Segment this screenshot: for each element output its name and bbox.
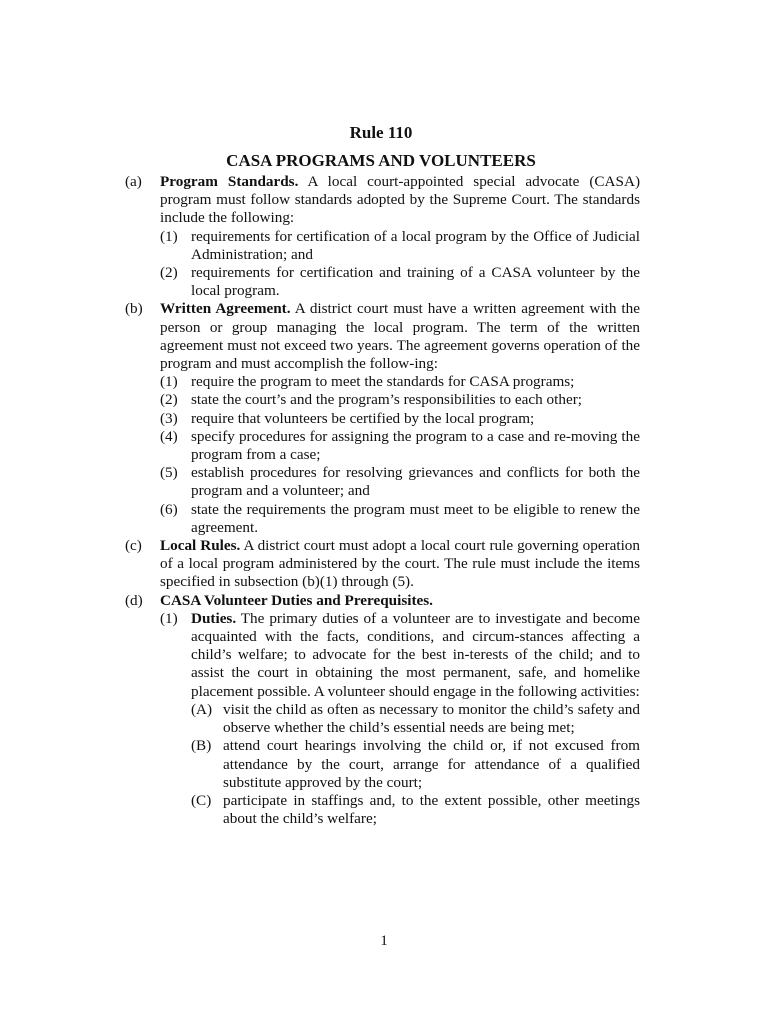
item-text: require the program to meet the standards for CASA programs; [191,373,575,391]
section-heading: CASA Volunteer Duties and Prerequisites. [160,591,433,609]
list-item [160,464,640,500]
section-b [122,300,640,537]
section-heading: Program Standards. [160,173,299,190]
item-text: state the court’s and the program’s responsibilities to each other; [191,391,582,409]
section-heading: Written Agreement. [160,300,291,318]
list-item [160,373,640,391]
sub-list-item [191,701,640,737]
list-item [160,228,640,264]
section-text: A local court-appointed special advocate (CASA) program must follow standards adopted by the Supreme Court. The standards include the following: [160,173,640,227]
item-marker: (2) [160,264,178,282]
list-item [160,391,640,409]
subitem-marker: (B) [191,737,212,755]
sub-list-item [191,792,640,828]
section-text: A district court must have a written agreement with the person or group managing the local program. The term of the written agreement must not exceed two years. The agreement governs operation of the program and must accomplish the follow-ing: [160,300,640,373]
section-c [122,537,640,592]
section-heading: Local Rules. [160,537,241,555]
section-a [122,173,640,300]
section-text: A district court must adopt a local court rule governing operation of a local program administered by the court. The rule must include the items specified in subsection (b)(1) through (5). [160,537,640,591]
list-item [160,610,640,828]
sub-list-item [191,737,640,792]
item-marker: (2) [160,391,178,409]
section-marker: (b) [125,300,143,318]
item-text: state the requirements the program must meet to be eligible to renew the agreement. [191,500,640,536]
list-item [160,428,640,464]
rule-number: Rule 110 [349,123,413,142]
page-number: 1 [380,932,388,949]
item-text: The primary duties of a volunteer are to investigate and become acquainted with the facts, conditions, and circum-stances affecting a child’s welfare; to advocate for the best in-terests of the child; and to assist the court in obtaining the most permanent, safe, and homelike placement possible. A volunteer should engage in the following activities: [191,609,640,700]
list-item [160,410,640,428]
section-marker: (a) [125,173,142,190]
document-page [122,122,640,828]
section-marker: (c) [125,537,142,555]
item-marker: (1) [160,227,178,245]
item-marker: (1) [160,373,178,391]
item-text: specify procedures for assigning the program to a case and re-moving the program from a case; [191,427,640,464]
list-item [160,501,640,537]
item-text: requirements for certification of a local program by the Office of Judicial Administration; and [191,227,640,263]
item-heading: Duties. [191,609,237,627]
subitem-text: visit the child as often as necessary to monitor the child’s safety and observe whether the child’s essential needs are being met; [223,700,640,737]
item-text: establish procedures for resolving grievances and conflicts for both the program and a volunteer; and [191,464,640,500]
item-text: require that volunteers be certified by the local program; [191,409,535,427]
section-d [122,592,640,829]
subitem-marker: (C) [191,791,212,809]
item-marker: (6) [160,500,178,518]
item-marker: (3) [160,409,178,427]
item-text: requirements for certification and training of a CASA volunteer by the local program. [191,264,640,300]
subitem-text: participate in staffings and, to the extent possible, other meetings about the child’s welfare; [223,791,640,828]
subitem-marker: (A) [191,700,213,718]
item-marker: (5) [160,464,178,482]
rule-title: CASA PROGRAMS AND VOLUNTEERS [226,151,536,170]
list-item [160,264,640,300]
section-marker: (d) [125,591,143,609]
item-marker: (1) [160,609,178,627]
item-marker: (4) [160,427,178,445]
subitem-text: attend court hearings involving the child or, if not excused from attendance by the court, arrange for attendance of a qualified substitute approved by the court; [223,737,640,791]
